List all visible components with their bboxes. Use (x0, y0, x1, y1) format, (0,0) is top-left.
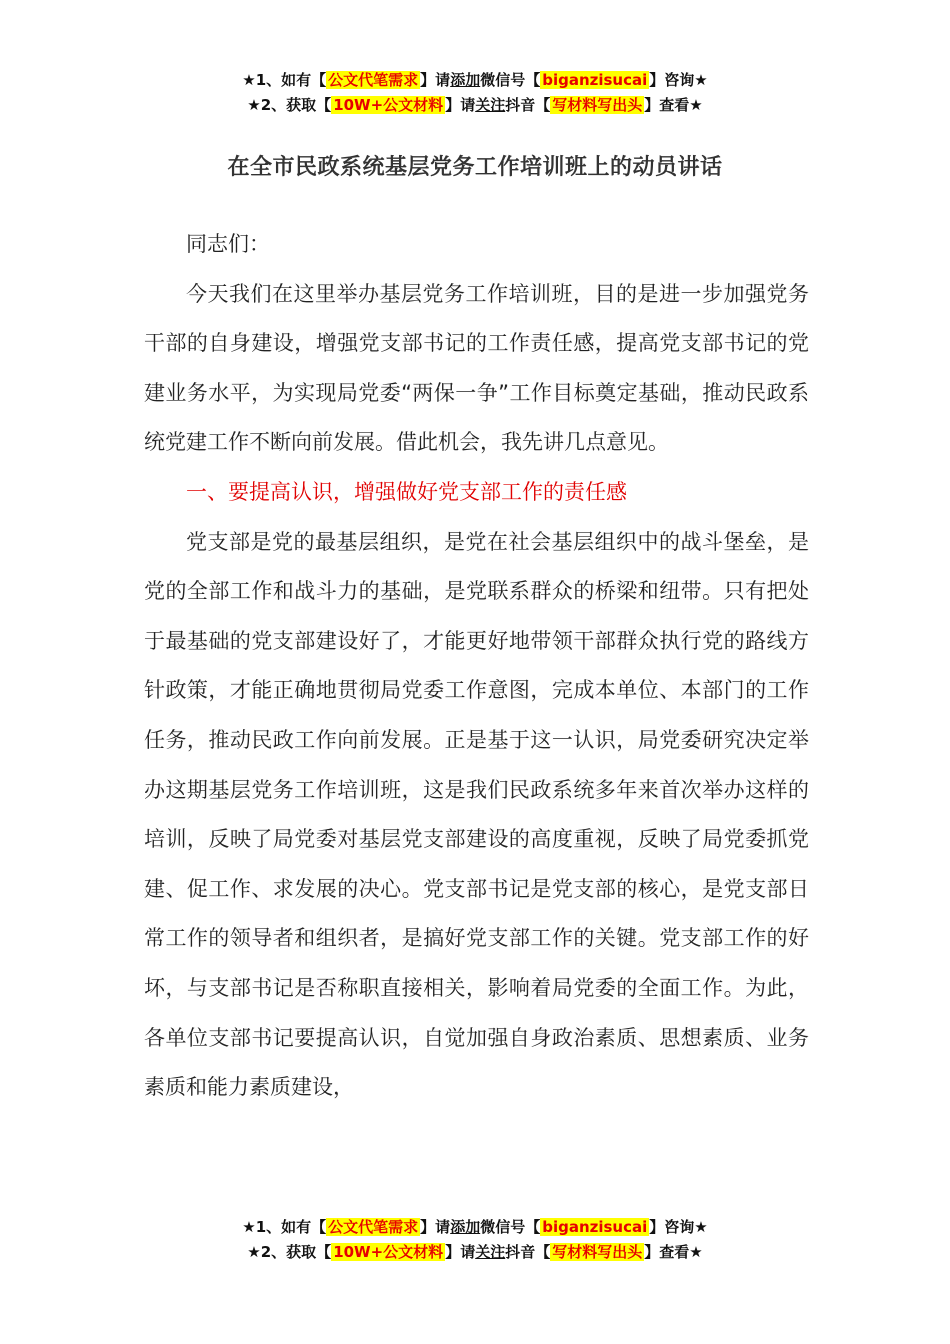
highlight-text: 公文代笔需求 (328, 1218, 419, 1236)
promo-text: ★2、获取【 (247, 96, 332, 114)
document-body (144, 220, 809, 1113)
douyin-id-highlight: 写材料写出头 (552, 96, 643, 114)
underlined-text: 关注 (475, 1243, 506, 1261)
promo-banner-bottom (0, 1215, 950, 1265)
promo-banner-top (0, 68, 950, 118)
promo-text: 】咨询★ (649, 71, 708, 89)
promo-text: 】请 (445, 1243, 476, 1261)
promo-line-1 (0, 68, 950, 93)
underlined-text: 关注 (475, 96, 506, 114)
document-title: 在全市民政系统基层党务工作培训班上的动员讲话 (227, 155, 723, 180)
promo-text: 微信号【 (480, 1218, 541, 1236)
highlight-text: 公文代笔需求 (328, 71, 419, 89)
promo-text: 微信号【 (480, 71, 541, 89)
promo-text: 】咨询★ (649, 1218, 708, 1236)
wechat-id-highlight: biganzisucai (542, 71, 648, 89)
section-heading-1: 一、要提高认识，增强做好党支部工作的责任感 (186, 479, 627, 504)
promo-text: 】查看★ (644, 1243, 703, 1261)
promo-text: 】查看★ (644, 96, 703, 114)
highlight-text: 10W+公文材料 (333, 1243, 444, 1261)
promo-text: ★1、如有【 (242, 71, 327, 89)
wechat-id-highlight: biganzisucai (542, 1218, 648, 1236)
underlined-text: 添加 (450, 1218, 481, 1236)
promo-text: ★1、如有【 (242, 1218, 327, 1236)
section-1-paragraph: 党支部是党的最基层组织，是党在社会基层组织中的战斗堡垒，是党的全部工作和战斗力的基础，是党联系群众的桥梁和纽带。只有把处于最基础的党支部建设好了，才能更好地带领干部群众执行党的路线方针政策，才能正确地贯彻局党委工作意图，完成本单位、本部门的工作任务，推动民政工作向前发展。正是基于这一认识，局党委研究决定举办这期基层党务工作培训班，这是我们民政系统多年来首次举办这样的培训，反映了局党委对基层党支部建设的高度重视，反映了局党委抓党建、促工作、求发展的决心。党支部书记是党支部的核心，是党支部日常工作的领导者和组织者，是搞好党支部工作的关键。党支部工作的好坏，与支部书记是否称职直接相关，影响着局党委的全面工作。为此，各单位支部书记要提高认识，自觉加强自身政治素质、思想素质、业务素质和能力素质建设， (144, 529, 809, 1100)
promo-text: 抖音【 (505, 1243, 551, 1261)
promo-line-2 (0, 93, 950, 118)
douyin-id-highlight: 写材料写出头 (552, 1243, 643, 1261)
intro-paragraph: 今天我们在这里举办基层党务工作培训班，目的是进一步加强党务干部的自身建设，增强党支部书记的工作责任感，提高党支部书记的党建业务水平，为实现局党委“两保一争”工作目标奠定基础，推动民政系统党建工作不断向前发展。借此机会，我先讲几点意见。 (144, 281, 809, 455)
promo-text: ★2、获取【 (247, 1243, 332, 1261)
highlight-text: 10W+公文材料 (333, 96, 444, 114)
greeting-paragraph: 同志们： (186, 232, 270, 256)
underlined-text: 添加 (450, 71, 481, 89)
promo-line-1 (0, 1215, 950, 1240)
promo-text: 】请 (445, 96, 476, 114)
promo-text: 抖音【 (505, 96, 551, 114)
promo-text: 】请 (420, 71, 451, 89)
promo-line-2 (0, 1240, 950, 1265)
promo-text: 】请 (420, 1218, 451, 1236)
